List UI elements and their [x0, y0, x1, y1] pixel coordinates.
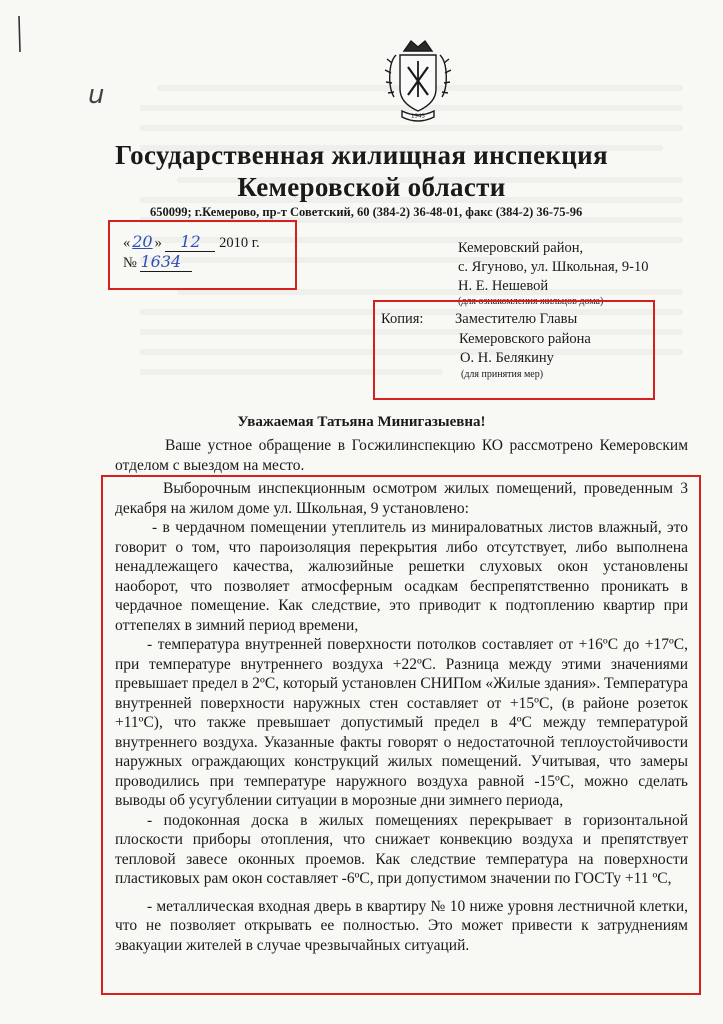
salutation: Уважаемая Татьяна Минигазыевна!	[237, 414, 486, 430]
date-open-quote: «	[123, 235, 131, 251]
copy-line-3: О. Н. Белякину	[460, 350, 554, 366]
agency-title-line-2: Кемеровской области	[237, 172, 506, 202]
date-close-quote: »	[154, 235, 162, 251]
recipient-note: (для ознакомления жильцов дома)	[458, 296, 604, 307]
finding-windowsill: - подоконная доска в жилых помещениях перекрывает в горизонтальной плоскости приборы отопления, что снижает конвекцию воздуха и препятствует тепловой завесе оконных проемов. Как следствие температура на поверхности пластиковых рам окон составляет -6ºС, при допустимом значении по ГОСТу +11 ºС,	[115, 811, 688, 887]
number-handwritten: 1634	[140, 252, 192, 272]
intro-paragraph	[115, 436, 688, 475]
crest-ribbon-text: 1943	[411, 113, 425, 120]
number-prefix: №	[123, 255, 137, 271]
finding-entrance-door: - металлическая входная дверь в квартиру № 10 ниже уровня лестничной клетки, что не позволяет открывать ее полностью. Это может привести к затруднениям эвакуации жителей в случае чрезвычайных ситуаций.	[115, 897, 688, 954]
margin-pen-stroke	[14, 14, 24, 54]
date-month-handwritten: 12	[165, 232, 215, 252]
margin-handwritten-mark: u	[88, 80, 105, 110]
recipient-line-3: Н. Е. Нешевой	[458, 278, 549, 294]
coat-of-arms-emblem	[384, 37, 452, 129]
recipient-line-2: с. Ягуново, ул. Школьная, 9-10	[458, 259, 649, 275]
findings-paragraphs	[115, 479, 688, 955]
date-year: 2010 г.	[219, 235, 260, 251]
agency-title-line-1: Государственная жилищная инспекция	[115, 140, 608, 170]
recipient-line-1: Кемеровский район,	[458, 240, 584, 256]
finding-attic: - в чердачном помещении утеплитель из минираловатных листов влажный, это говорит о том, что пароизоляция перекрытия либо отсутствует, либо выполнена ненадлежащего качества, жалюзийные решетки слуховых окон установлены наоборот, что позволяет атмосферным осадкам беспрепятственно проникать в чердачное помещение. Как следствие, это приводит к подтоплению квартир при оттепелях в зимний период времени,	[115, 519, 688, 634]
agency-address: 650099; г.Кемерово, пр-т Советский, 60 (384-2) 36-48-01, факс (384-2) 36-75-96	[150, 205, 583, 219]
copy-label: Копия:	[381, 311, 424, 327]
date-day-handwritten: 20	[132, 232, 153, 251]
finding-temperature: - температура внутренней поверхности потолков составляет от +16ºС до +17ºС, при температуре внутреннего воздуха +22ºС. Разница между этими значениями превышает предел в 2ºС, который установлен СНИПом «Жилые здания». Температура внутренней поверхности наружных стен составляет от +15ºС, (в районе розеток +11ºС), что также превышает допустимый предел в 4ºС между температурой внутреннего воздуха. Указанные факты говорят о недостаточной теплоустойчивости наружных ограждающих конструкций жилых помещений. Учитывая, что замеры проводились при температуре наружного воздуха равной -15ºС, можно сделать выводы об усугублении ситуации в морозные дни зимнего периода,	[115, 636, 688, 809]
reference-date	[123, 232, 260, 252]
copy-line-1: Заместителю Главы	[455, 311, 578, 327]
copy-line-2: Кемеровского района	[459, 331, 591, 347]
copy-note: (для принятия мер)	[461, 369, 544, 380]
findings-intro: Выборочным инспекционным осмотром жилых помещений, проведенным 3 декабря на жилом доме ул. Школьная, 9 установлено:	[115, 480, 688, 517]
intro-text: Ваше устное обращение в Госжилинспекцию КО рассмотрено Кемеровским отделом с выездом на место.	[115, 437, 688, 474]
reference-number	[123, 252, 192, 272]
